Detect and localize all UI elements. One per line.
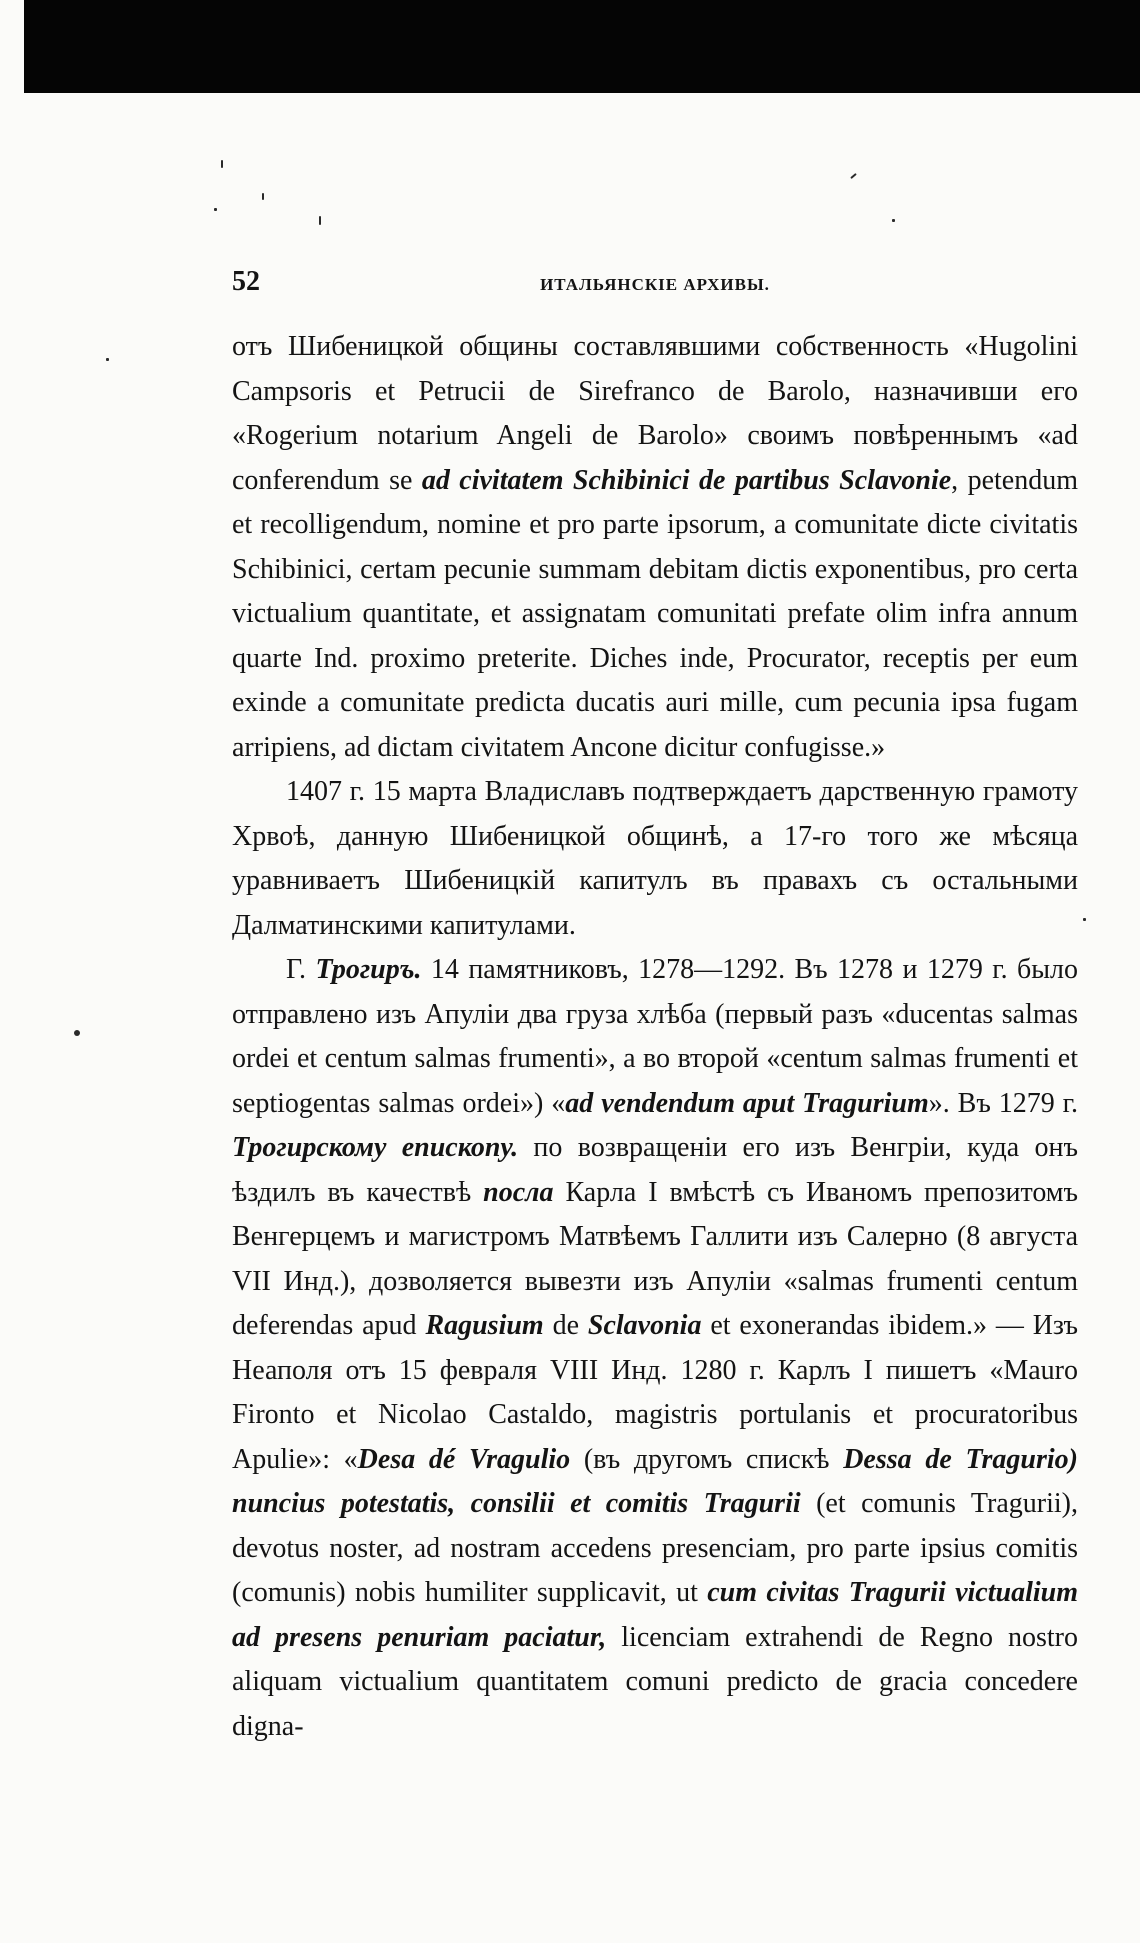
scan-speck	[1083, 918, 1086, 921]
paragraph-2: 1407 г. 15 марта Владиславъ подтверждаетъ дарственную грамоту Хрвоѣ, данную Шибеницкой общинѣ, а 17-го того же мѣсяца уравниваетъ Шибеницкій капитулъ въ правахъ съ остальными Далматинскими капитулами.	[232, 776, 1078, 941]
page-body	[232, 325, 1078, 1749]
scan-speck	[262, 193, 264, 200]
scan-speck	[221, 160, 223, 168]
scan-speck	[892, 219, 895, 222]
scan-border-bar	[24, 0, 1140, 93]
page-header	[232, 266, 1078, 306]
running-title: ИТАЛЬЯНСКІЕ АРХИВЫ.	[540, 275, 770, 294]
scan-speck	[850, 173, 857, 179]
scan-speck	[74, 1030, 80, 1036]
paragraph-1: отъ Шибеницкой общины составлявшими собственность «Hugolini Campsoris et Petrucii de Sirefranco de Barolo, назначивши его «Rogerium notarium Angeli de Barolo» своимъ повѣреннымъ «ad conferendum se ad civitatem Schibinici de partibus Sclavonie, petendum et recolligendum, nomine et pro parte ipsorum, a comunitate dicte civitatis Schibinici, certam pecunie summam debitam dictis exponentibus, pro certa victualium quantitate, et assignatam comunitati prefate olim infra annum quarte Ind. proximo preterite. Diches inde, Procurator, receptis per eum exinde a comunitate predicta ducatis auri mille, cum pecunia ipsa fugam arripiens, ad dictam civitatem Ancone dicitur confugisse.»	[232, 331, 1078, 763]
paragraph-3: Г. Трогиръ. 14 памятниковъ, 1278—1292. Въ 1278 и 1279 г. было отправлено изъ Апуліи два груза хлѣба (первый разъ «ducentas salmas ordei et centum salmas frumenti», а во второй «centum salmas frumenti et septiogentas salmas ordei») «ad vendendum aput Tragurium». Въ 1279 г. Трогирскому епископу. по возвращеніи его изъ Венгріи, куда онъ ѣздилъ въ качествѣ посла Карла I вмѣстѣ съ Иваномъ препозитомъ Венгерцемъ и магистромъ Матвѣемъ Галлити изъ Салерно (8 августа VII Инд.), дозволяется вывезти изъ Апуліи «salmas frumenti centum deferendas apud Ragusium de Sclavonia et exonerandas ibidem.» — Изъ Неаполя отъ 15 февраля VIII Инд. 1280 г. Карлъ I пишетъ «Mauro Fironto et Nicolao Castaldo, magistris portulanis et procuratoribus Apulie»: «Desa dé Vragulio (въ другомъ спискѣ Dessa de Tragurio) nuncius potestatis, consilii et comitis Tragurii (et comunis Tragurii), devotus noster, ad nostram accedens presenciam, pro parte ipsius comitis (comunis) nobis humiliter supplicavit, ut cum civitas Tragurii victualium ad presens penuriam paciatur, licenciam extrahendi de Regno nostro aliquam victualium quantitatem comuni predicto de gracia concedere digna-	[232, 954, 1078, 1742]
scan-speck	[319, 216, 321, 225]
scan-speck	[214, 208, 217, 211]
page-number: 52	[232, 266, 260, 297]
scan-speck	[106, 358, 109, 361]
